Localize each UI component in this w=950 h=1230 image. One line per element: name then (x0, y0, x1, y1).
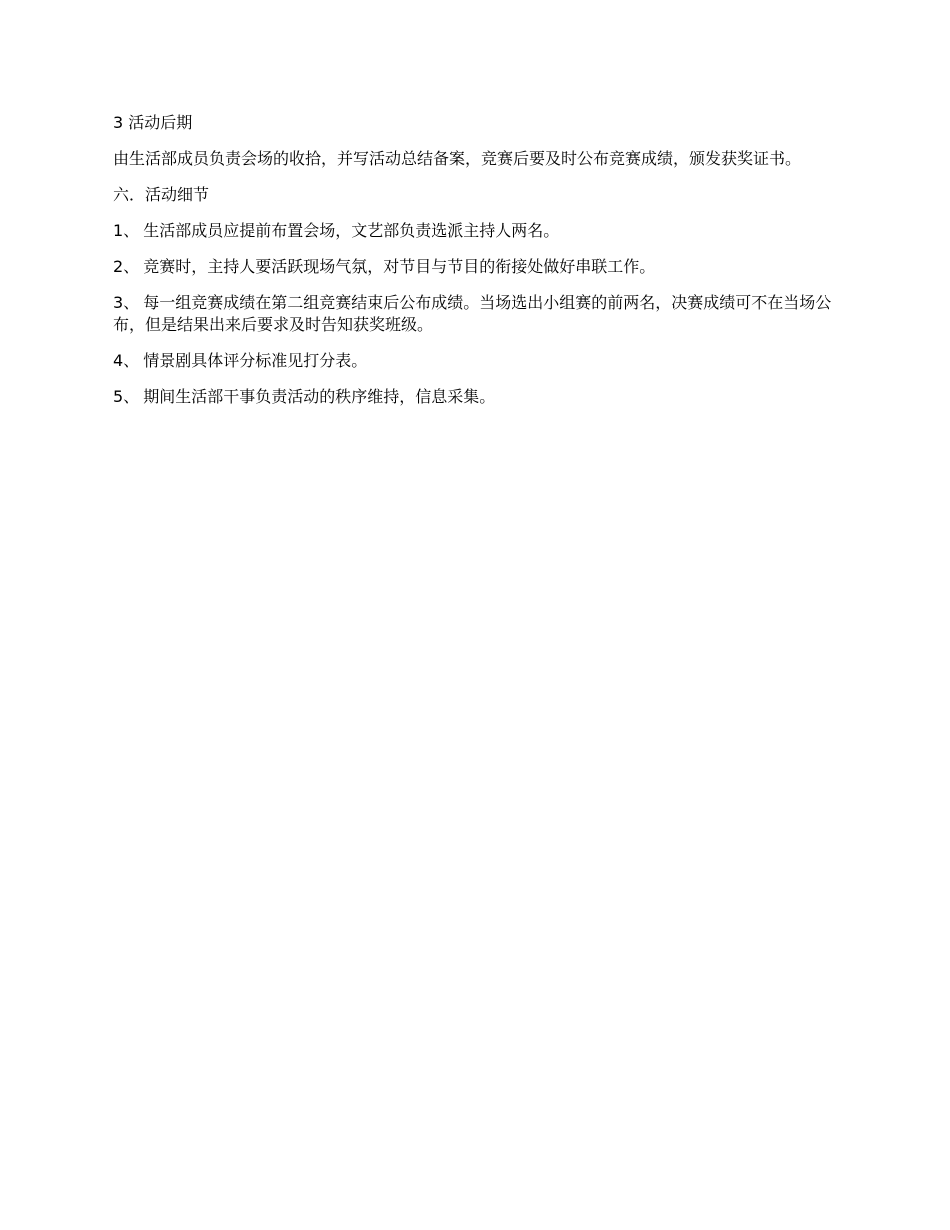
list-item-text: 期间生活部干事负责活动的秩序维持，信息采集。 (143, 387, 496, 406)
section-6-title: 六．活动细节 (113, 185, 210, 204)
list-item-separator: 、 (123, 351, 140, 370)
list-item-number: 3 (113, 293, 124, 312)
list-item-text: 竞赛时，主持人要活跃现场气氛，对节目与节目的衔接处做好串联工作。 (143, 257, 656, 276)
list-item-separator: 、 (123, 293, 140, 312)
list-item-separator: 、 (123, 221, 140, 240)
list-item-number: 4 (113, 351, 124, 370)
list-item (113, 386, 843, 408)
list-item-separator: 、 (123, 257, 140, 276)
list-item (113, 256, 843, 278)
list-item (113, 350, 843, 372)
list-item-separator: 、 (123, 387, 140, 406)
section-3-body: 由生活部成员负责会场的收拾，并写活动总结备案，竞赛后要及时公布竞赛成绩，颁发获奖证书。 (113, 149, 802, 168)
list-item (113, 292, 843, 336)
list-item (113, 220, 843, 242)
list-item-text: 生活部成员应提前布置会场，文艺部负责选派主持人两名。 (143, 221, 560, 240)
list-item-number: 5 (113, 387, 124, 406)
list-item-number: 2 (113, 257, 124, 276)
document-content (113, 112, 843, 422)
list-item-number: 1 (113, 221, 124, 240)
list-item-text: 情景剧具体评分标准见打分表。 (143, 351, 368, 370)
section-3-title: 3 活动后期 (113, 113, 193, 132)
list-item-text: 每一组竞赛成绩在第二组竞赛结束后公布成绩。当场选出小组赛的前两名，决赛成绩可不在当场公布，但是结果出来后要求及时告知获奖班级。 (113, 293, 832, 334)
